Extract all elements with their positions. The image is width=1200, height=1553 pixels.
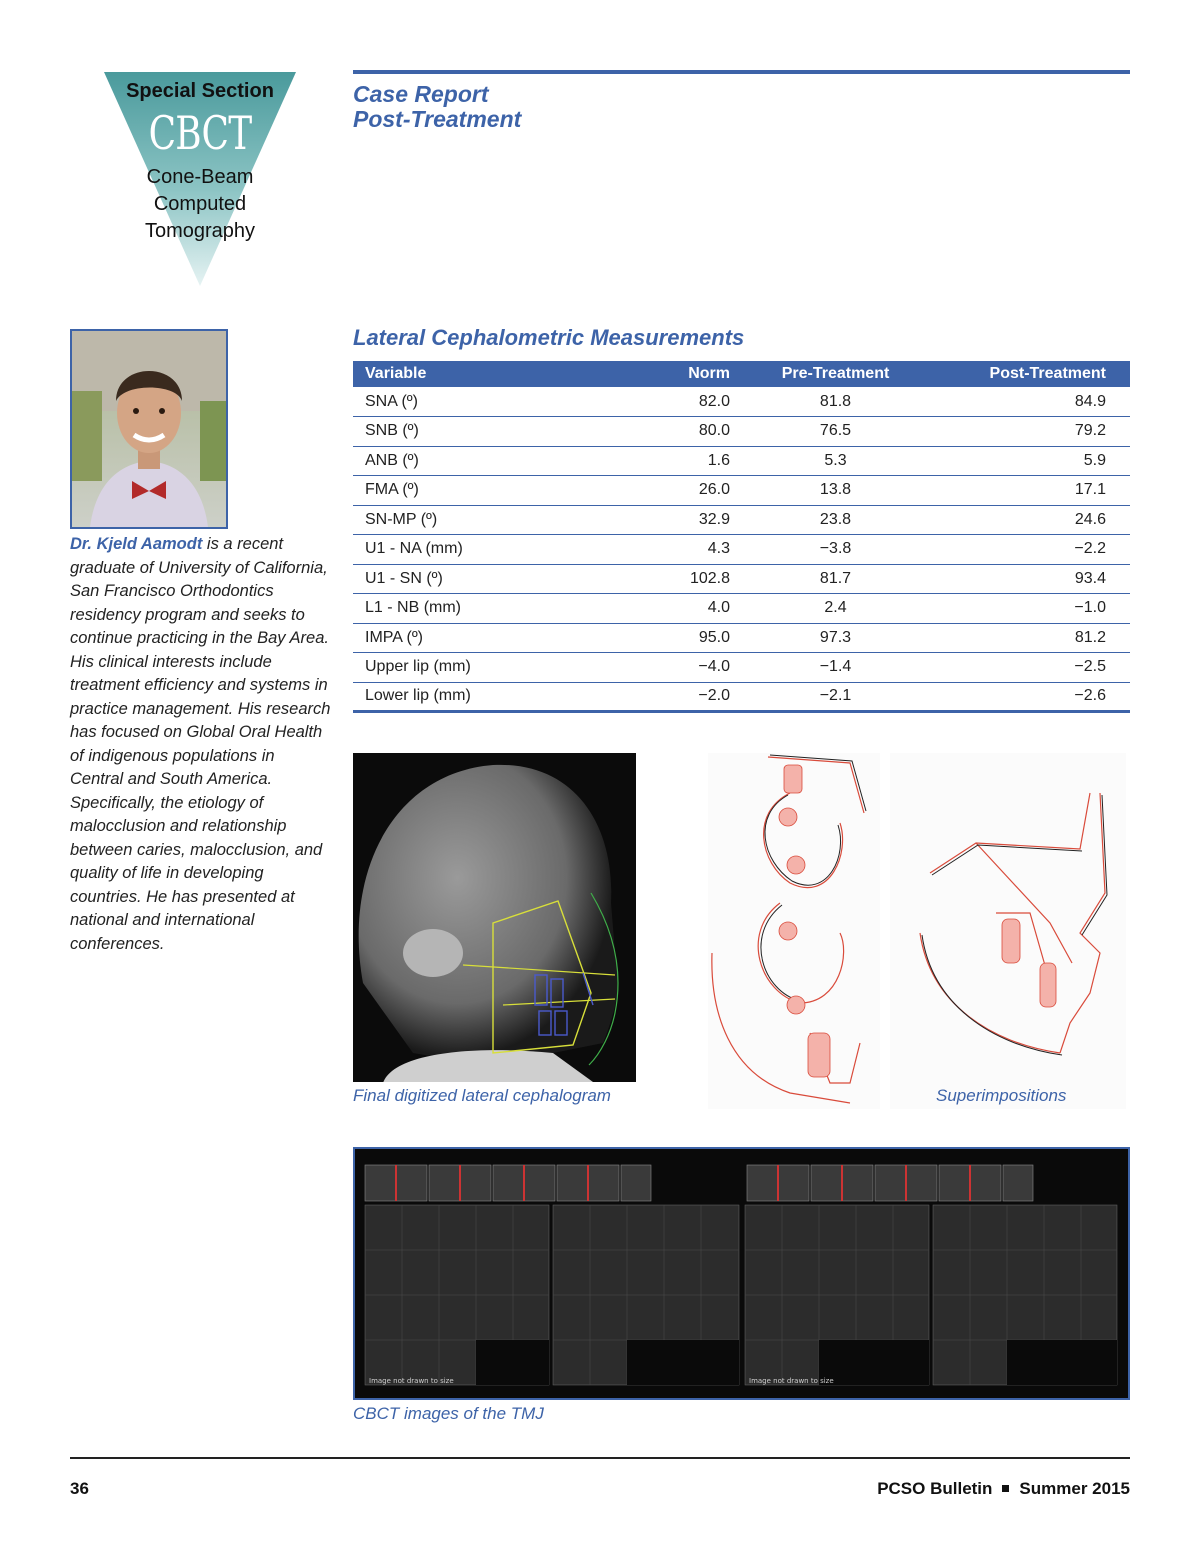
table-row	[353, 564, 1130, 594]
cell-norm: −4.0	[653, 653, 738, 683]
cell-pre: 2.4	[738, 594, 933, 624]
tmj-cbct-image	[353, 1147, 1130, 1400]
cell-pre: −2.1	[738, 682, 933, 712]
badge-cbct-label: CBCT	[148, 106, 252, 160]
cell-variable: SNA (º)	[353, 387, 653, 417]
cell-variable: IMPA (º)	[353, 623, 653, 653]
table-row	[353, 446, 1130, 476]
cell-norm: 1.6	[653, 446, 738, 476]
table-row	[353, 505, 1130, 535]
table-row	[353, 387, 1130, 417]
author-bio-text: is a recent graduate of University of California, San Francisco Orthodontics residency program and seeks to continue practicing in the Bay Area. His clinical interests include treatment efficiency and systems in practice management. His research has focused on Global Oral Health of indigenous populations in Central and South America. Specifically, the etiology of malocclusion and relationship between caries, malocclusion, and quality of life in developing countries. He has presented at national and international conferences.	[70, 535, 331, 953]
cell-norm: 80.0	[653, 417, 738, 447]
badge-special-label: Special Section	[126, 80, 274, 102]
table-row	[353, 653, 1130, 683]
table-title: Lateral Cephalometric Measurements	[353, 325, 745, 350]
badge-line-3: Tomography	[144, 220, 256, 242]
cephalogram-graphic	[353, 753, 636, 1082]
header-rule	[353, 70, 1130, 74]
cell-variable: L1 - NB (mm)	[353, 594, 653, 624]
cell-pre: −1.4	[738, 653, 933, 683]
cell-post: 81.2	[933, 623, 1130, 653]
cell-pre: 5.3	[738, 446, 933, 476]
badge-line-2: Computed	[153, 193, 247, 215]
author-name: Dr. Kjeld Aamodt	[70, 535, 203, 553]
footer-rule	[70, 1457, 1130, 1459]
cell-variable: Lower lip (mm)	[353, 682, 653, 712]
section-heading	[353, 82, 521, 132]
cell-pre: 81.7	[738, 564, 933, 594]
cell-norm: 4.0	[653, 594, 738, 624]
cell-variable: U1 - NA (mm)	[353, 535, 653, 565]
issue-name: Summer 2015	[1019, 1479, 1130, 1498]
cell-variable: Upper lip (mm)	[353, 653, 653, 683]
tmj-note-right: Image not drawn to size	[749, 1377, 834, 1385]
tmj-note-left: Image not drawn to size	[369, 1377, 454, 1385]
table-row	[353, 417, 1130, 447]
table-row	[353, 682, 1130, 712]
cell-norm: 26.0	[653, 476, 738, 506]
cell-post: 17.1	[933, 476, 1130, 506]
table-row	[353, 535, 1130, 565]
ceph-caption: Final digitized lateral cephalogram	[353, 1086, 611, 1105]
special-section-badge	[104, 72, 296, 286]
tmj-caption: CBCT images of the TMJ	[353, 1404, 544, 1423]
table-header-row	[353, 361, 1130, 387]
badge-subtitle	[104, 164, 296, 245]
cell-norm: 32.9	[653, 505, 738, 535]
cell-norm: 82.0	[653, 387, 738, 417]
cell-norm: 102.8	[653, 564, 738, 594]
cell-post: −2.5	[933, 653, 1130, 683]
author-bio	[70, 533, 332, 956]
heading-line-1: Case Report	[353, 81, 489, 107]
publication-name: PCSO Bulletin	[877, 1479, 993, 1498]
cell-post: 84.9	[933, 387, 1130, 417]
page-number: 36	[70, 1479, 89, 1498]
cell-norm: −2.0	[653, 682, 738, 712]
cell-norm: 4.3	[653, 535, 738, 565]
cell-pre: 23.8	[738, 505, 933, 535]
table-row	[353, 594, 1130, 624]
cell-variable: SNB (º)	[353, 417, 653, 447]
cell-post: −2.2	[933, 535, 1130, 565]
superimpositions-graphic	[700, 753, 1130, 1109]
cell-pre: −3.8	[738, 535, 933, 565]
cell-pre: 81.8	[738, 387, 933, 417]
separator-square-icon	[1002, 1485, 1009, 1492]
cell-pre: 97.3	[738, 623, 933, 653]
cell-variable: U1 - SN (º)	[353, 564, 653, 594]
cell-post: −2.6	[933, 682, 1130, 712]
super-caption: Superimpositions	[936, 1086, 1067, 1105]
cell-norm: 95.0	[653, 623, 738, 653]
cell-post: −1.0	[933, 594, 1130, 624]
superimpositions-image	[700, 753, 1130, 1109]
table-row	[353, 623, 1130, 653]
cell-pre: 76.5	[738, 417, 933, 447]
cell-pre: 13.8	[738, 476, 933, 506]
cell-post: 93.4	[933, 564, 1130, 594]
heading-line-2: Post-Treatment	[353, 106, 522, 132]
cell-variable: FMA (º)	[353, 476, 653, 506]
col-header-post: Post-Treatment	[933, 361, 1130, 387]
cephalogram-image	[353, 753, 636, 1082]
tmj-graphic	[355, 1149, 1128, 1398]
badge-line-1: Cone-Beam	[146, 166, 254, 188]
col-header-norm: Norm	[653, 361, 738, 387]
table-row	[353, 476, 1130, 506]
cell-post: 79.2	[933, 417, 1130, 447]
author-portrait-graphic	[72, 331, 226, 527]
cell-variable: ANB (º)	[353, 446, 653, 476]
author-photo	[70, 329, 228, 529]
footer-publication	[877, 1479, 1130, 1499]
cell-variable: SN-MP (º)	[353, 505, 653, 535]
cell-post: 24.6	[933, 505, 1130, 535]
cell-post: 5.9	[933, 446, 1130, 476]
col-header-pre: Pre-Treatment	[738, 361, 933, 387]
cephalometric-table	[353, 361, 1130, 713]
col-header-variable: Variable	[353, 361, 653, 387]
